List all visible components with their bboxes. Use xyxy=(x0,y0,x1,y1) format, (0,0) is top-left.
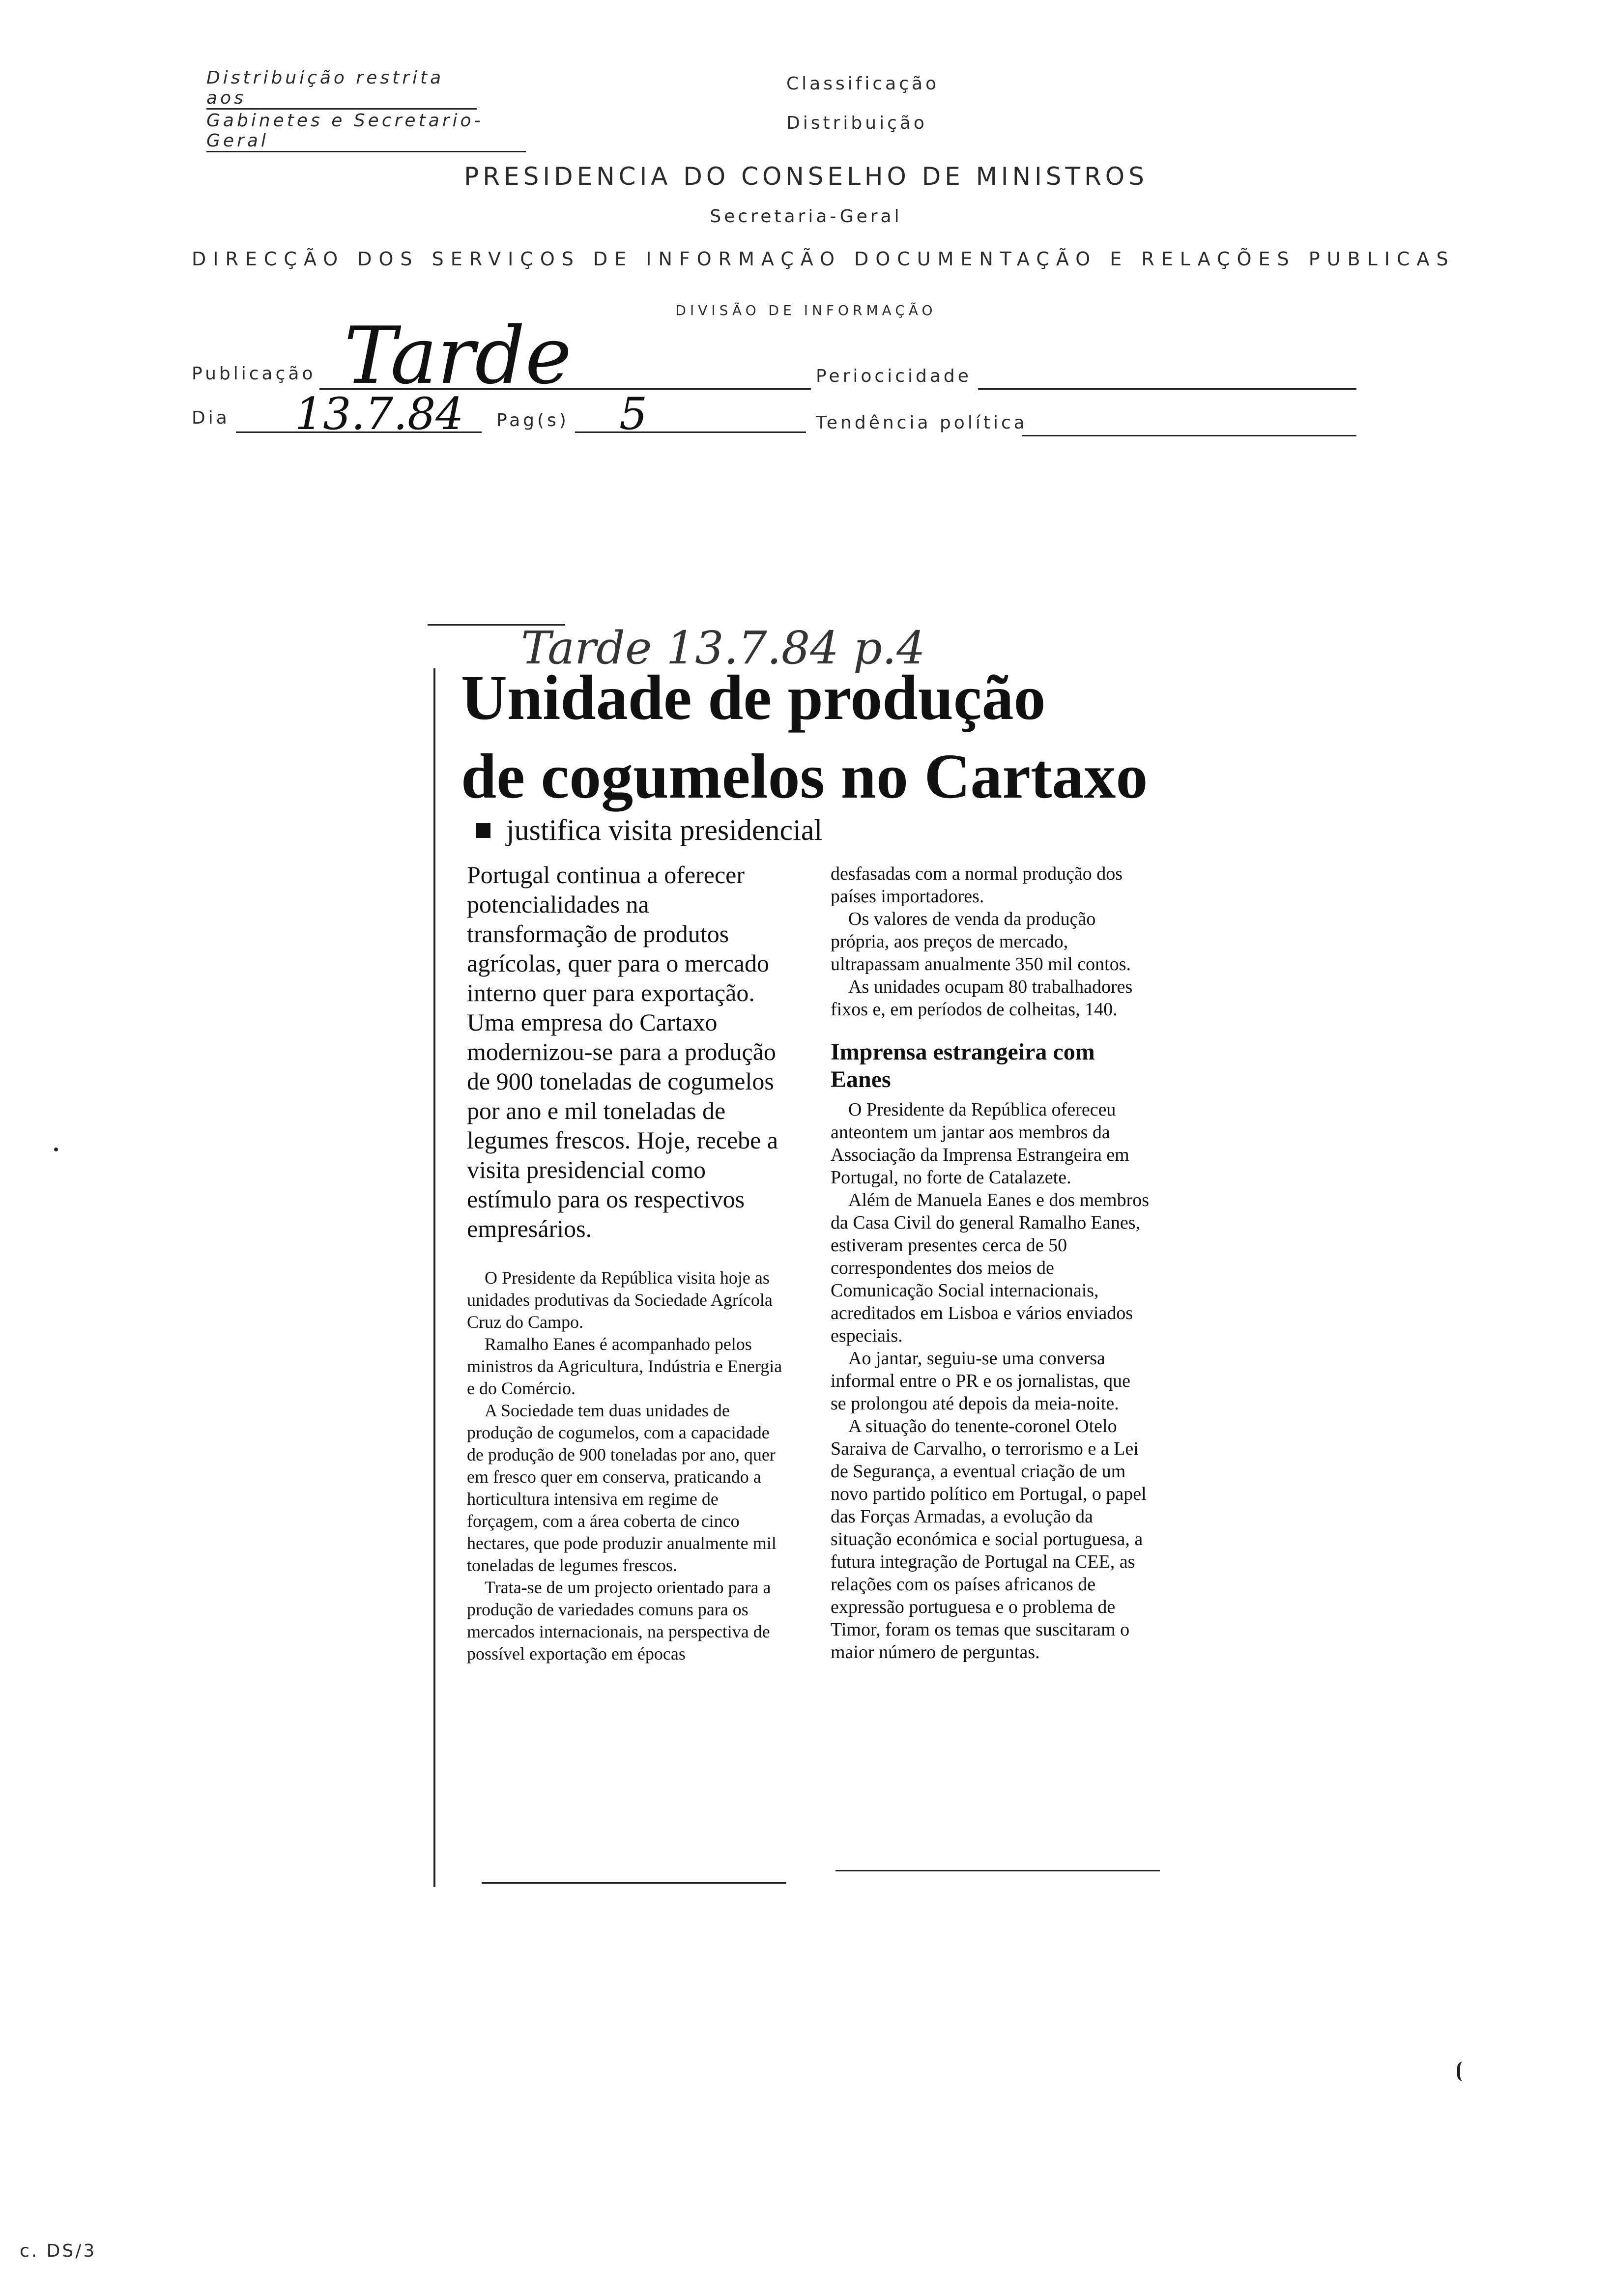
pages-value: 5 xyxy=(619,388,648,440)
paragraph: A situação do tenente-coronel Otelo Saraiva de Carvalho, o terrorismo e a Lei de Segurança, a eventual criação de um novo partido político em Portugal, o papel das Forças Armadas, a evolução da situação económica e social portuguesa, a futura integração de Portugal na CEE, as relações com os países africanos de expressão portuguesa e o problema de Timor, foram os temas que suscitaram o maior número de perguntas. xyxy=(831,1416,1147,1663)
right-column-end-rule xyxy=(835,1870,1160,1871)
headline-line1: Unidade de produção xyxy=(461,662,1046,733)
paragraph: Trata-se de um projecto orientado para a produção de variedades comuns para os mercados internacionais, na perspectiva de possível exportação em épocas xyxy=(467,1578,771,1664)
left-column xyxy=(467,860,786,1665)
square-bullet xyxy=(476,823,490,838)
paragraph: Ao jantar, seguiu-se uma conversa informal entre o PR e os jornalistas, que se prolongou até depois da meia-noite. xyxy=(831,1348,1130,1414)
day-value: 13.7.84 xyxy=(295,388,464,440)
directorate-title: DIRECÇÃO DOS SERVIÇOS DE INFORMAÇÃO DOCUMENTAÇÃO E RELAÇÕES PUBLICAS xyxy=(192,248,1455,270)
paragraph: O Presidente da República ofereceu anteontem um jantar aos membros da Associação da Imprensa Estrangeira em Portugal, no forte de Catalazete. xyxy=(831,1099,1129,1188)
pages-label: Pag(s) xyxy=(496,410,569,430)
left-column-end-rule xyxy=(482,1882,786,1884)
periodicity-line xyxy=(978,388,1356,390)
pages-line xyxy=(575,431,806,433)
distribution-note-line1: Distribuição restrita aos xyxy=(206,68,477,110)
paragraph: Além de Manuela Eanes e dos membros da Casa Civil do general Ramalho Eanes, estiveram presentes cerca de 50 correspondentes dos meios de Comunicação Social internacionais, acreditados em Lisboa e vários enviados especiais. xyxy=(831,1190,1150,1346)
scan-mark xyxy=(1457,2062,1463,2081)
right-column xyxy=(831,862,1150,1664)
publication-label: Publicação xyxy=(192,364,316,384)
publication-value: Tarde xyxy=(344,310,572,402)
headline-line2: de cogumelos no Cartaxo xyxy=(461,741,1148,812)
political-tendency-line xyxy=(1022,435,1356,436)
institution-title: PRESIDENCIA DO CONSELHO DE MINISTROS xyxy=(464,162,1148,191)
classification-label: Classificação xyxy=(786,74,940,94)
division-title: DIVISÃO DE INFORMAÇÃO xyxy=(675,302,937,318)
paragraph: As unidades ocupam 80 trabalhadores fixos e, em períodos de colheitas, 140. xyxy=(831,976,1133,1020)
kicker: justifica visita presidencial xyxy=(506,814,823,846)
secretariat-title: Secretaria-Geral xyxy=(710,206,902,227)
paragraph: O Presidente da República visita hoje as unidades produtivas da Sociedade Agrícola Cruz do Campo. xyxy=(467,1268,773,1332)
subheading: Imprensa estrangeira com Eanes xyxy=(831,1039,1095,1092)
political-tendency-label: Tendência política xyxy=(816,413,1028,433)
left-column-rule xyxy=(433,668,435,1887)
periodicity-label: Periocicidade xyxy=(816,366,972,386)
distribution-label: Distribuição xyxy=(786,113,927,133)
footer-code: c. DS/3 xyxy=(20,2241,97,2261)
paragraph: Os valores de venda da produção própria, aos preços de mercado, ultrapassam anualmente 350 mil contos. xyxy=(831,909,1131,975)
paragraph: Ramalho Eanes é acompanhado pelos ministros da Agricultura, Indústria e Energia e do Comércio. xyxy=(467,1334,782,1398)
day-label: Dia xyxy=(192,408,230,428)
paragraph: A Sociedade tem duas unidades de produção de cogumelos, com a capacidade de produção de 900 toneladas por ano, quer em fresco quer em conserva, praticando a horticultura intensiva em regime de forçagem, com a área coberta de cinco hectares, que pode produzir anualmente mil toneladas de legumes frescos. xyxy=(467,1401,777,1575)
paragraph: desfasadas com a normal produção dos países importadores. xyxy=(831,863,1123,907)
distribution-note-line2: Gabinetes e Secretario-Geral xyxy=(206,111,526,152)
scan-mark xyxy=(54,1148,58,1151)
handwritten-note: Tarde 13.7.84 p.4 xyxy=(521,622,925,674)
lead-paragraph: Portugal continua a oferecer potencialidades na transformação de produtos agrícolas, quer para o mercado interno quer para exportação. Uma empresa do Cartaxo modernizou-se para a produção de 900 toneladas de cogumelos por ano e mil toneladas de legumes frescos. Hoje, recebe a visita presidencial como estímulo para os respectivos empresários. xyxy=(467,861,778,1242)
